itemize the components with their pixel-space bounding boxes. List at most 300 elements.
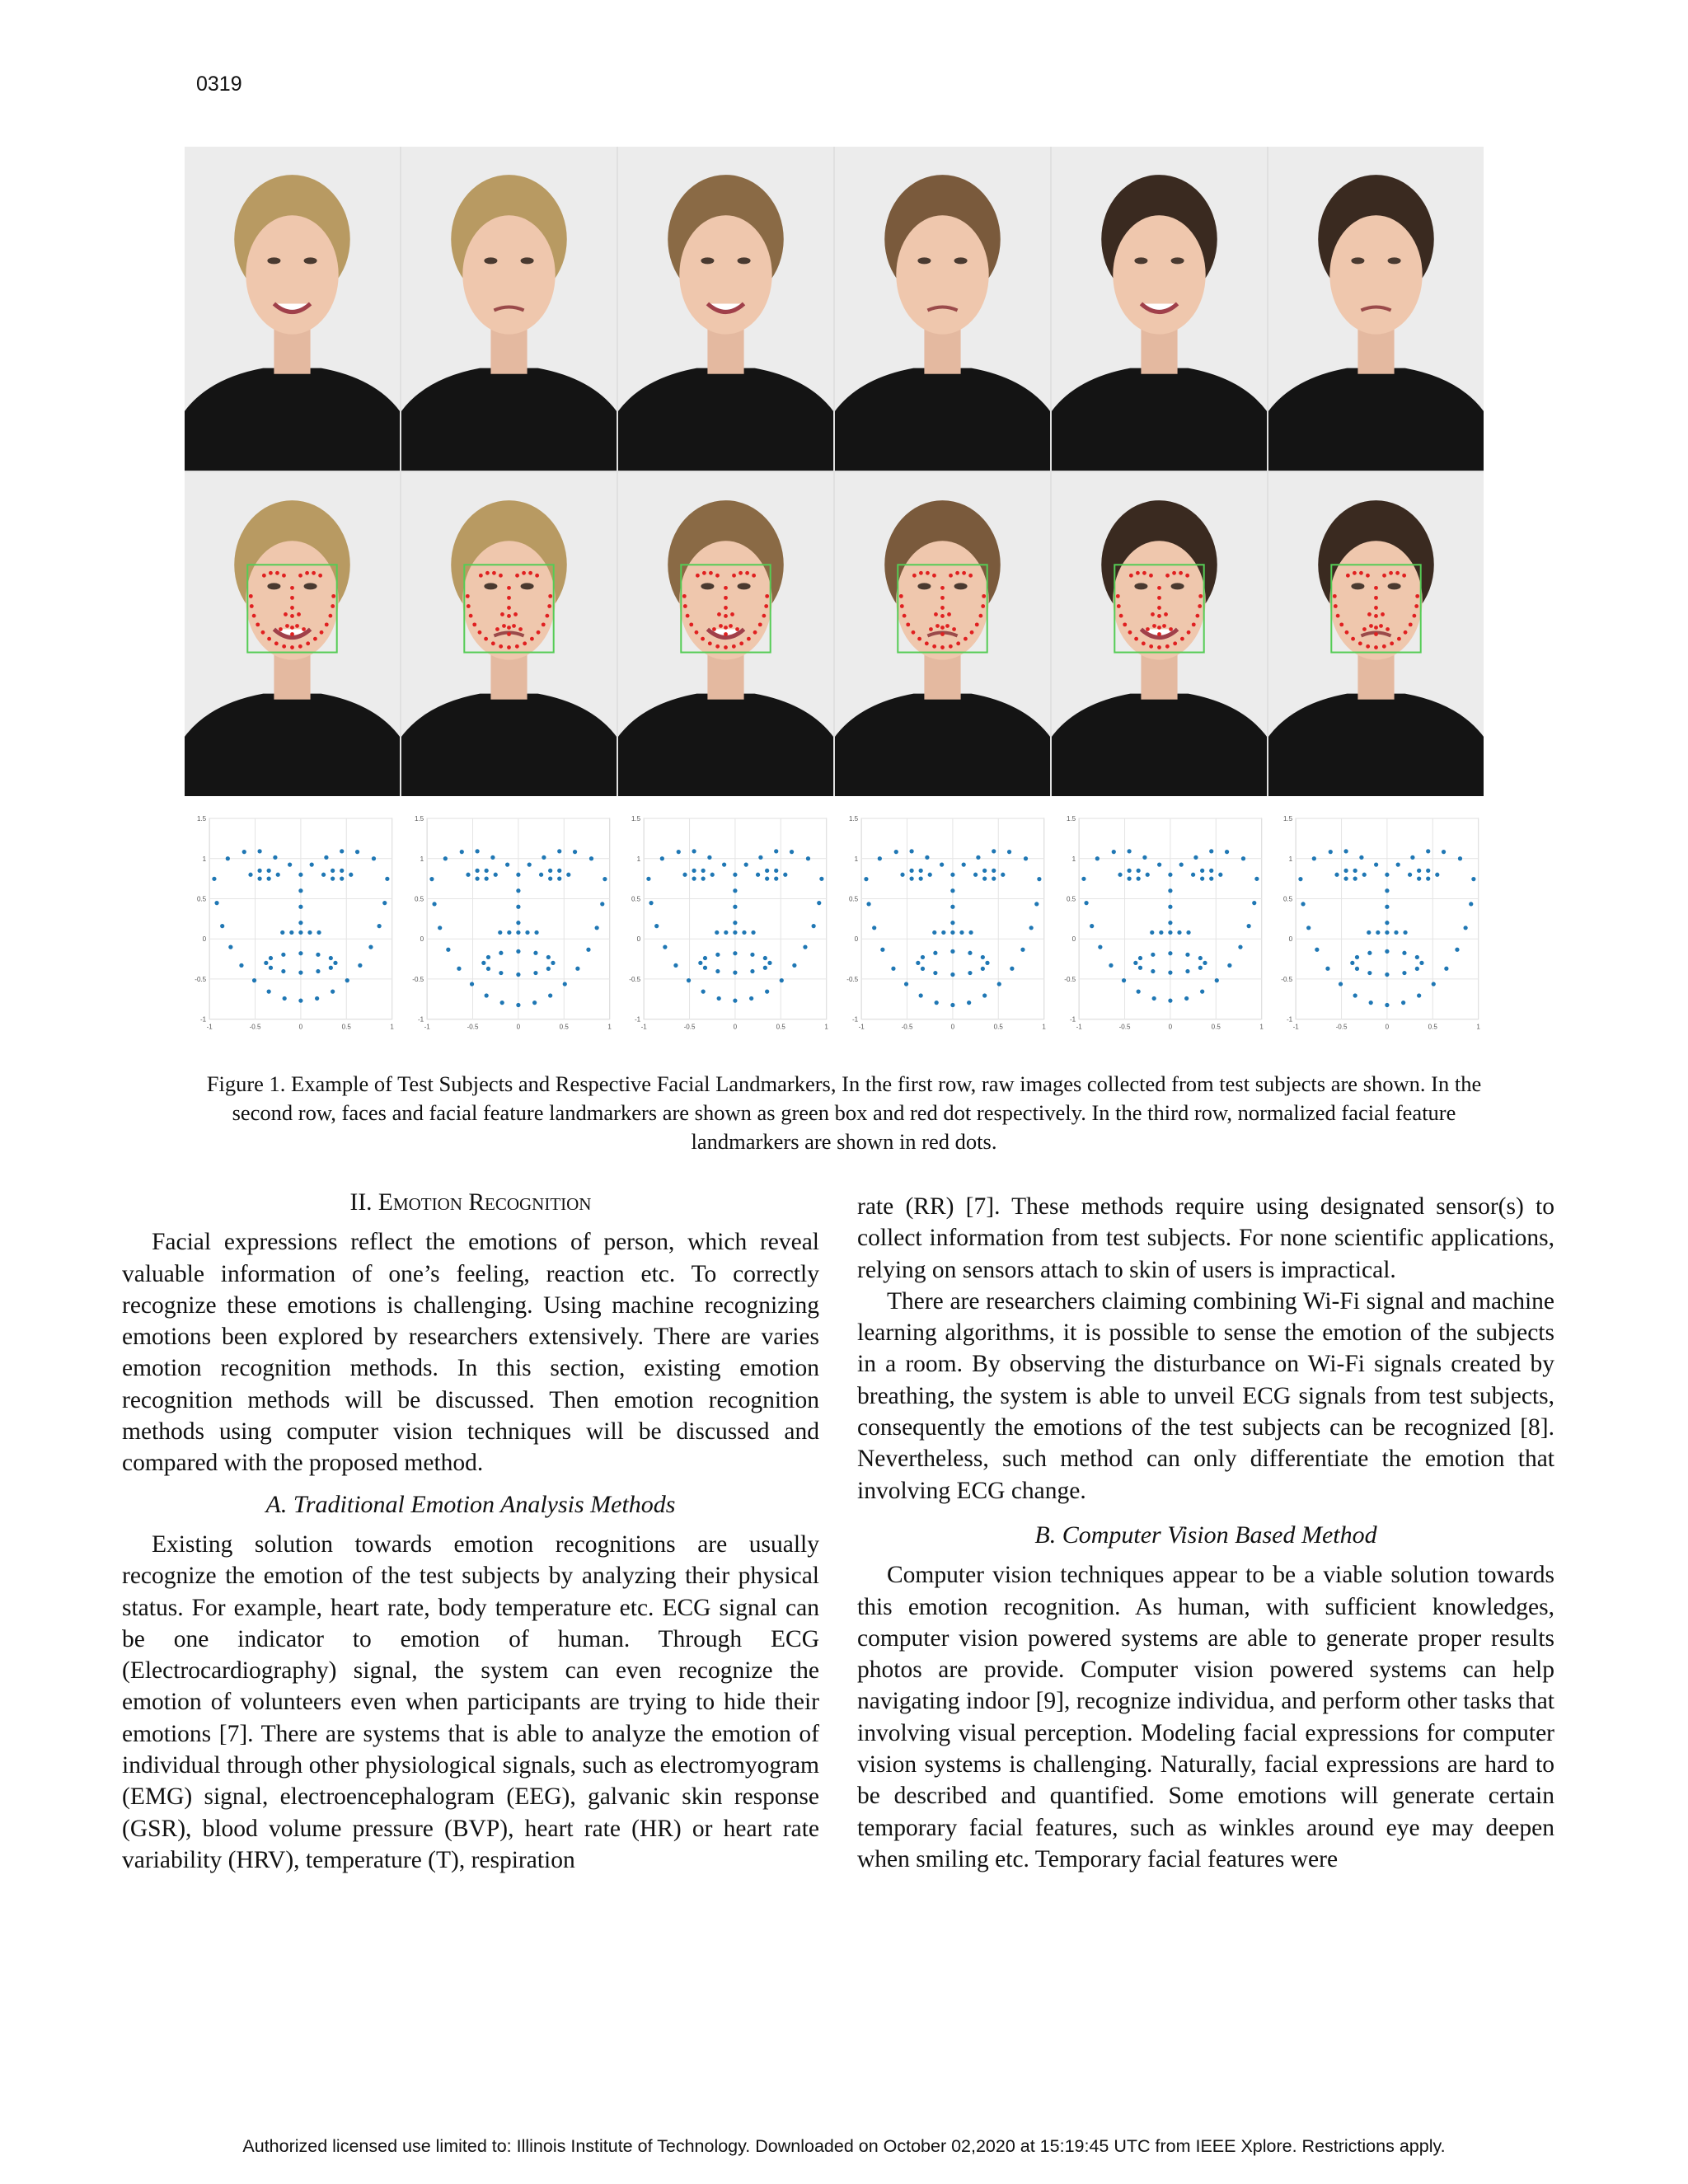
landmark-point [1034,902,1039,906]
landmark-point [486,967,490,971]
landmark-point [660,856,664,860]
landmark-point [220,924,224,928]
landmark-point [950,873,954,877]
landmark-point [575,967,579,971]
landmark-point [525,930,529,935]
landmark-point [248,873,252,877]
landmark-point [1353,877,1357,881]
paragraph-b1: Computer vision techniques appear to be a viable solution towards this emotion recognition. As human, with sufficient knowledges, computer vision powered systems are able to generate proper results photos are provide. Computer vision powered systems can help navigating indoor [9], recognize individua, and perform other tasks that involving visual perception. Modeling facial expressions for computer vision systems is challenging. Naturally, facial expressions are hard to be described and quantified. Some emotions will generate certain temporary facial features, such as winkles around eye may deepen when smiling etc. Temporary facial features were [857,1562,1554,1872]
y-tick-label: 0 [202,935,207,944]
paragraph-a1-part1: Existing solution towards emotion recognitions are usually recognize the emotion of the test subjects by analyzing their physical status. For example, heart rate, body temperature etc. ECG signal can be one indicator to emotion of human. Through ECG (Electrocardiography) signal, the system can even recognize the emotion of volunteers even when participants are trying to hide their emotions [7]. There are systems that is able to analyze the emotion of individual through other physiological signals, such as electromyogram (EMG) signal, electroencephalogram (EEG), galvanic skin response (GSR), blood volume pressure (BVP), heart rate (HR) or heart rate variability (HRV), temperature (T), respiration [122,1530,819,1873]
landmark-point [701,869,706,873]
photo-landmarks-woman-happy [185,472,400,796]
landmark-point [1355,967,1359,971]
landmark-point [307,930,312,935]
landmark-point [1353,869,1357,873]
landmark-point [1368,951,1372,955]
y-tick-label: 0.5 [414,895,424,903]
landmark-point [475,877,479,881]
landmark-point [928,873,932,877]
landmark-point [950,905,954,909]
landmark-point [1368,971,1372,975]
landmark-point [212,877,216,881]
landmark-point [674,963,678,968]
x-tick-label: 0.5 [993,1023,1003,1031]
landmark-point [992,877,996,881]
landmark-point [1136,869,1140,873]
landmark-point [310,862,314,866]
landmark-point [703,956,707,960]
landmark-point [1464,926,1468,930]
landmark-point [1111,850,1115,854]
subsection-b-heading: B. Computer Vision Based Method [1034,1521,1377,1549]
x-tick-label: 0.5 [341,1023,351,1031]
x-tick-label: 0 [733,1023,738,1031]
landmark-point [1029,926,1033,930]
landmark-point [1238,945,1242,949]
landmark-point [470,982,474,986]
landmark-point [382,901,387,905]
landmark-point [744,862,748,866]
landmark-point [340,849,344,853]
footer-license: Authorized licensed use limited to: Illinois Institute of Technology. Downloaded on October 02,2020 at 15:19:45 UTC from IEEE Xplore. Restrictions apply. [242,2136,1446,2156]
landmark-point [1469,902,1473,906]
landmark-point [228,945,232,949]
landmark-point [527,862,531,866]
landmark-point [1218,873,1222,877]
landmark-point [1344,877,1348,881]
landmark-point [1095,856,1099,860]
landmark-point [546,955,550,959]
landmark-point [784,873,788,877]
landmark-point [872,926,876,930]
landmark-point [1339,982,1343,986]
landmark-point [1374,862,1378,866]
landmark-point [298,905,302,909]
landmark-point [1369,1001,1373,1005]
landmark-point [992,849,996,853]
landmark-point [1458,856,1462,860]
landmark-point [226,856,230,860]
landmark-point [438,926,442,930]
landmark-point [940,862,944,866]
landmark-point [962,862,966,866]
landmark-point [1127,877,1131,881]
landmark-point [1386,888,1390,893]
landmark-plot-6 [1271,812,1484,1036]
landmark-point [677,850,681,854]
landmark-point [717,996,721,1001]
landmark-point [765,989,769,993]
landmark-point [1362,873,1367,877]
landmark-point [516,949,520,954]
landmark-point [763,956,767,960]
landmark-point [507,930,511,935]
landmark-point [1403,971,1407,975]
landmark-point [950,972,954,977]
photo-raw-woman-happy [185,147,400,471]
landmark-point [1344,869,1348,873]
landmark-point [752,930,756,935]
x-tick-label: -0.5 [683,1023,696,1031]
landmark-point [1329,850,1333,854]
landmark-point [1241,856,1245,860]
landmark-point [345,978,349,982]
landmark-point [1185,953,1189,957]
landmark-point [1209,877,1213,881]
y-tick-label: -0.5 [846,975,859,983]
landmark-point [516,873,520,877]
landmark-point [976,855,980,860]
landmark-point [950,921,954,925]
landmark-point [751,969,755,973]
landmark-point [1456,948,1460,952]
landmark-point [1353,993,1357,997]
landmark-point [734,888,738,893]
landmark-point [1168,888,1172,893]
landmark-point [534,930,538,935]
landmark-point [331,877,335,881]
landmark-point [1177,930,1181,935]
landmark-point [340,877,344,881]
landmark-point [533,971,537,975]
photo-landmarks-girl-angry [1268,472,1484,796]
x-tick-label: 1 [824,1023,829,1031]
landmark-point [1200,989,1204,993]
landmark-point [1335,873,1339,877]
landmark-point [1007,850,1011,854]
landmark-point [1445,967,1449,971]
landmark-point [1010,967,1014,971]
landmark-point [909,877,913,881]
landmark-point [722,862,726,866]
landmark-point [820,877,824,881]
landmark-point [1168,921,1172,925]
landmark-point [900,873,904,877]
landmark-point [734,999,738,1003]
landmark-point [1403,951,1407,955]
landmark-point [273,855,277,860]
landmark-point [703,966,707,970]
y-tick-label: 1.5 [848,815,859,823]
landmark-point [1098,945,1102,949]
landmark-point [316,969,320,973]
landmark-point [264,961,268,965]
y-tick-label: -1 [1287,1015,1293,1024]
landmark-point [959,930,964,935]
y-tick-label: -1 [1069,1015,1076,1024]
landmark-point [1246,924,1250,928]
landmark-point [1417,877,1421,881]
landmark-point [1168,999,1172,1003]
landmark-point [768,961,772,965]
landmark-point [932,930,936,935]
y-tick-label: 1.5 [196,815,207,823]
y-tick-label: 0 [1071,935,1076,944]
landmark-point [1151,969,1155,973]
landmark-point [692,869,696,873]
section-heading-text: II. Emotion Recognition [349,1189,592,1216]
landmark-point [880,948,884,952]
landmark-point [992,869,996,873]
landmark-point [1203,961,1207,965]
landmark-point [982,869,987,873]
landmark-point [683,873,687,877]
photo-raw-girl-happy [1052,147,1267,471]
landmark-point [600,902,604,906]
landmark-point [1411,855,1415,860]
y-tick-label: 1 [420,855,424,863]
landmark-point [734,873,738,877]
landmark-point [1118,873,1122,877]
landmark-point [1417,869,1421,873]
landmark-point [516,972,520,977]
x-tick-label: -1 [1076,1023,1082,1031]
landmark-point [475,849,479,853]
landmark-point [1184,996,1189,1001]
landmark-point [1168,873,1172,877]
landmark-point [1168,971,1172,975]
landmark-point [864,877,868,881]
landmark-point [1227,963,1231,968]
landmark-point [1209,869,1213,873]
landmark-point [1198,966,1202,970]
landmark-point [358,963,362,968]
landmark-point [493,873,497,877]
landmark-point [1306,926,1311,930]
y-tick-label: -0.5 [411,975,424,983]
landmark-point [566,873,570,877]
landmark-point [1408,873,1412,877]
landmark-plot-5 [1054,812,1267,1036]
landmark-point [973,873,978,877]
landmark-point [333,961,337,965]
landmark-point [909,869,913,873]
landmark-point [1145,873,1149,877]
landmark-point [505,862,509,866]
y-tick-label: 0.5 [1283,895,1293,903]
landmark-point [759,855,763,860]
landmark-point [457,967,461,971]
x-tick-label: 0.5 [776,1023,786,1031]
landmark-point [692,877,696,881]
landmark-point [950,949,954,954]
landmark-point [701,877,706,881]
landmark-point [1386,949,1390,954]
landmark-point [288,862,292,866]
landmark-point [1136,877,1140,881]
y-tick-label: 1.5 [1283,815,1293,823]
landmark-point [724,930,729,935]
landmark-point [466,873,470,877]
paragraph-a2: There are researchers claiming combining Wi-Fi signal and machine learning algorithms, it is possible to sense the emotion of the subjects in a room. By observing the disturbance on Wi-Fi signals created by breathing, the system is able to unveil ECG signals from test subjects, consequently the emotions of the test subjects can be recognized [8]. Nevertheless, such method can only differentiate the emotion that involving ECG change. [857,1287,1554,1504]
landmark-point [812,924,816,928]
landmark-plot-4 [837,812,1049,1036]
landmark-point [1081,877,1085,881]
x-tick-label: 1 [1476,1023,1481,1031]
landmark-point [1252,901,1256,905]
landmark-point [331,869,335,873]
y-tick-label: 1.5 [414,815,424,823]
x-tick-label: -1 [1292,1023,1300,1031]
landmark-point [749,996,753,1001]
landmark-point [499,951,503,955]
landmark-point [921,967,925,971]
landmark-point [1127,849,1131,853]
landmark-point [257,877,261,881]
y-tick-label: 1 [202,855,207,863]
x-tick-label: 0 [1168,1023,1172,1031]
landmark-point [331,989,335,993]
landmark-point [329,966,333,970]
landmark-point [276,873,280,877]
landmark-point [257,849,261,853]
landmark-point [1312,856,1316,860]
landmark-point [443,856,447,860]
landmark-point [933,971,937,975]
y-tick-label: -1 [200,1015,207,1024]
landmark-point [281,953,285,957]
landmark-point [716,953,720,957]
landmark-point [982,993,987,997]
landmark-point [708,855,712,860]
x-tick-label: -0.5 [467,1023,479,1031]
x-tick-label: -1 [206,1023,213,1031]
landmark-point [1415,967,1419,971]
landmark-point [340,869,344,873]
landmark-point [1386,905,1390,909]
landmark-point [542,855,546,860]
landmark-point [1376,930,1381,935]
landmark-point [1024,856,1028,860]
x-tick-label: -1 [424,1023,430,1031]
landmark-point [1326,967,1330,971]
landmark-point [1150,930,1154,935]
landmark-point [214,901,218,905]
landmark-point [481,961,485,965]
landmark-point [533,951,537,955]
landmark-point [715,930,719,935]
intro-paragraph: Facial expressions reflect the emotions of person, which reveal valuable information of one’s feeling, reaction etc. To correctly recognize these emotions is challenging. Using machine recognizing emotions been explored by researchers extensively. There are varies emotion recognition methods. In this section, existing emotion recognition methods will be discussed. Then emotion recognition methods using computer vision techniques will be discussed and compared with the proposed method. [122,1229,819,1477]
landmark-point [935,1001,939,1005]
landmark-point [548,993,552,997]
landmark-point [891,967,895,971]
y-tick-label: 1.5 [1066,815,1076,823]
landmark-point [1355,955,1359,959]
landmark-point [298,921,302,925]
landmark-point [1344,849,1348,853]
landmark-point [484,877,488,881]
landmark-point [1186,930,1190,935]
landmark-point [790,850,794,854]
landmark-point [1127,869,1131,873]
landmark-point [499,1001,504,1005]
landmark-point [654,924,659,928]
landmark-point [298,873,302,877]
landmark-point [498,930,502,935]
landmark-point [252,978,256,982]
y-tick-label: 0 [637,935,641,944]
landmark-point [269,966,273,970]
landmark-point [692,849,696,853]
landmark-point [589,856,593,860]
landmark-point [1209,849,1213,853]
landmark-point [734,951,738,955]
landmark-point [1168,930,1172,935]
landmark-point [921,955,925,959]
landmark-point [546,967,550,971]
landmark-point [941,930,945,935]
landmark-point [516,930,520,935]
landmark-point [267,869,271,873]
landmark-point [551,961,555,965]
y-tick-label: 1 [1289,855,1293,863]
landmark-point [1254,877,1259,881]
landmark-point [557,869,561,873]
landmark-point [257,869,261,873]
landmark-point [1432,982,1436,986]
landmark-point [603,877,607,881]
landmark-point [774,869,778,873]
landmark-point [1225,850,1229,854]
landmark-point [765,869,769,873]
x-tick-label: -1 [858,1023,865,1031]
y-tick-label: -0.5 [629,975,641,983]
landmark-point [239,963,243,968]
landmark-point [1417,993,1421,997]
photo-landmarks-woman-angry [401,472,617,796]
landmark-point [1420,961,1424,965]
landmark-point [982,877,987,881]
landmark-point [516,921,520,925]
landmark-point [1386,873,1390,877]
landmark-point [484,869,488,873]
landmark-point [432,902,436,906]
y-tick-label: -1 [635,1015,641,1024]
landmark-point [349,873,353,877]
landmark-point [1157,862,1161,866]
landmark-point [1198,956,1202,960]
landmark-point [557,877,561,881]
landmark-point [1386,1003,1390,1007]
landmark-point [968,971,972,975]
left-column [122,1187,819,1876]
landmark-point [1151,953,1155,957]
landmark-point [981,955,985,959]
paragraph-a1-part2: rate (RR) [7]. These methods require using designated sensor(s) to collect information from test subjects. For none scientific applications, relying on sensors attach to skin of users is impractical. [857,1193,1554,1283]
photo-raw-girl-angry [1268,147,1484,471]
landmark-plot-1 [185,812,397,1036]
photo-raw-man-angry [835,147,1050,471]
landmark-point [321,873,326,877]
landmark-point [298,971,302,975]
landmark-point [894,850,898,854]
landmark-point [324,855,328,860]
x-tick-label: -0.5 [249,1023,261,1031]
landmark-point [734,930,738,935]
landmark-point [1136,989,1140,993]
landmark-point [734,971,738,975]
landmark-point [1442,850,1446,854]
photo-landmarks-man-angry [835,472,1050,796]
landmark-point [1426,849,1430,853]
y-tick-label: 1 [1071,855,1076,863]
landmark-point [968,930,973,935]
landmark-plots [185,812,1484,1034]
landmark-point [866,902,870,906]
x-tick-label: -1 [640,1023,648,1031]
y-tick-label: -0.5 [195,975,207,983]
